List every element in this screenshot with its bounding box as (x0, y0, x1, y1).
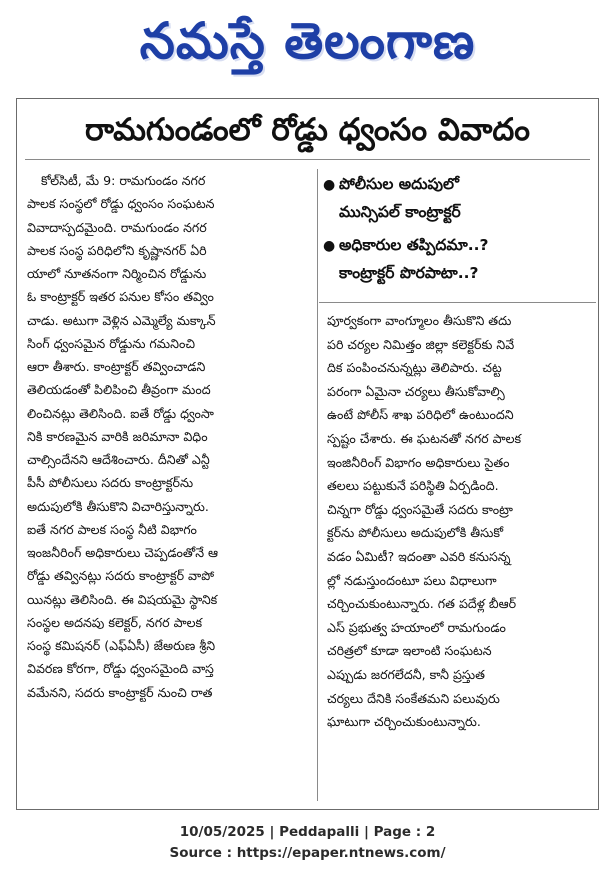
highlight-item (323, 171, 591, 226)
article-headline: రామగుండంలో రోడ్డు ధ్వంసం వివాదం (85, 112, 530, 148)
text-line: వడం ఏమిటీ? ఇదంతా ఎవరి కనుసన్న (327, 548, 511, 564)
text-line: తలలు పట్టుకునే పరిస్థితి ఏర్పడింది. (327, 478, 499, 494)
text-line: ఎప్పుడు జరగలేదనీ, కానీ ప్రస్తుత (327, 666, 485, 682)
highlight-item (323, 232, 591, 287)
text-line: ఓ కాంట్రాక్టర్ ఇతర పనుల కోసం తవ్విం (27, 289, 214, 305)
text-line: రోడ్డు తవ్వినట్లు సదరు కాంట్రాక్టర్ వాపో (27, 568, 215, 584)
highlights-divider (319, 302, 596, 303)
text-line: సంస్థల అదనపు కలెక్టర్, నగర పాలక (27, 614, 203, 630)
text-line: పూర్వకంగా వాంగ్మూలం తీసుకొని తదు (327, 313, 512, 328)
text-line: చరిత్రలో కూడా ఇలాంటి సంఘటన (327, 643, 492, 659)
article-right-column (327, 309, 591, 734)
text-line: ఉంటే పోలీస్ శాఖ పరిధిలో ఉంటుందని (327, 407, 514, 423)
text-line: యాలో నూతనంగా నిర్మించిన రోడ్డును (27, 266, 207, 281)
edition-info: 10/05/2025 | Peddapalli | Page : 2 (179, 824, 436, 840)
text-line: వమేనని, సదరు కాంట్రాక్టర్ నుంచి రాత (27, 684, 213, 700)
text-line: వివరణ కోరగా, రోడ్డు ధ్వంసమైంది వాస్త (27, 661, 214, 677)
text-line: ఇంజినీరింగ్ విభాగం అధికారులు సైతం (327, 454, 510, 470)
text-line: యినట్లు తెలిసింది. ఈ విషయమై స్థానిక (27, 591, 218, 607)
text-line: పాలక సంస్థలో రోడ్డు ధ్వంసం సంఘటన (27, 196, 215, 212)
text-line: అదుపులోకి తీసుకొని విచారిస్తున్నారు. (27, 498, 209, 514)
text-line: ఆరా తీశారు. కాంట్రాక్టర్ తవ్వించాడని (27, 359, 206, 374)
text-line: తెలియడంతో పిలిపించి తీవ్రంగా మంద (27, 382, 211, 398)
column-divider (317, 169, 318, 801)
text-line: సింగ్ ధ్వంసమైన రోడ్డును గమనించి (27, 335, 195, 351)
text-line: పీసీ పోలీసులు సదరు కాంట్రాక్టర్‌ను (27, 475, 194, 491)
article-left-column (27, 169, 309, 704)
text-line: దిక పంపించనున్నట్లు తెలిపారు. చట్ట (327, 360, 502, 376)
text-line: నికి కారణమైన వారికి జరిమానా విధిం (27, 428, 208, 444)
text-line: చాల్సిందేనని ఆదేశించారు. దీనితో ఎన్టీ (27, 452, 210, 467)
bullet-icon: ● (323, 177, 336, 193)
bullet-icon: ● (323, 238, 336, 254)
text-line: వివాదాస్పదమైంది. రామగుండం నగర (27, 219, 207, 235)
source-link[interactable]: Source : https://epaper.ntnews.com/ (169, 845, 446, 861)
text-line: పాలక సంస్థ పరిధిలోని కృష్ణానగర్ ఏరి (27, 242, 207, 258)
text-line: సంస్థ కమిషనర్ (ఎఫ్‌ఏసీ) జేఅరుణ శ్రీని (27, 638, 216, 653)
masthead (0, 8, 615, 82)
headline-divider (25, 159, 590, 160)
highlight-line: కాంట్రాక్టర్ పొరపాటా..? (339, 264, 479, 282)
highlight-line: పోలీసుల అదుపులో (339, 175, 459, 193)
article-clipping (16, 98, 599, 810)
text-line: లించినట్లు తెలిసింది. ఐతే రోడ్డు ధ్వంసా (27, 405, 214, 421)
page-footer (0, 822, 615, 864)
highlight-line: మున్సిపల్ కాంట్రాక్టర్ (339, 203, 461, 221)
text-line: ఘాటుగా చర్చించుకుంటున్నారు. (327, 714, 481, 730)
text-line: పరి చర్యల నిమిత్తం జిల్లా కలెక్టర్‌కు నివే (327, 336, 515, 352)
highlight-line: అధికారుల తప్పిదమా..? (339, 236, 489, 254)
newspaper-logo: నమస్తే తెలంగాణ (139, 12, 476, 70)
text-line: చర్యలు దేనికి సంకేతమని పలువురు (327, 690, 500, 706)
text-line: ఐతే నగర పాలక సంస్థ నీటి విభాగం (27, 521, 197, 537)
highlights-box (323, 171, 591, 293)
text-line: ఎస్ ప్రభుత్వ హయాంలో రామగుండం (327, 619, 506, 635)
text-line: ఇంజనీరింగ్ అధికారులు చెప్పడంతోనే ఆ (27, 545, 219, 560)
text-line: చిన్నగా రోడ్డు ధ్వంసమైతే సదరు కాంట్రా (327, 501, 513, 517)
text-line: స్పష్టం చేశారు. ఈ ఘటనతో నగర పాలక (327, 430, 522, 446)
text-line: కోల్‌సిటీ, మే 9: రామగుండం నగర (41, 173, 206, 188)
text-line: పరంగా ఏమైనా చర్యలు తీసుకోవాల్సి (327, 383, 505, 399)
text-line: చర్చించుకుంటున్నారు. గత పదేళ్ల బీఆర్ (327, 596, 517, 612)
text-line: చాడు. అటుగా వెళ్లిన ఎమ్మెల్యే మక్కాన్ (27, 312, 216, 328)
text-line: ల్లో నడుస్తుందంటూ పలు విధాలుగా (327, 572, 497, 588)
text-line: క్టర్‌ను పోలీసులు అదుపులోకి తీసుకో (327, 525, 504, 541)
